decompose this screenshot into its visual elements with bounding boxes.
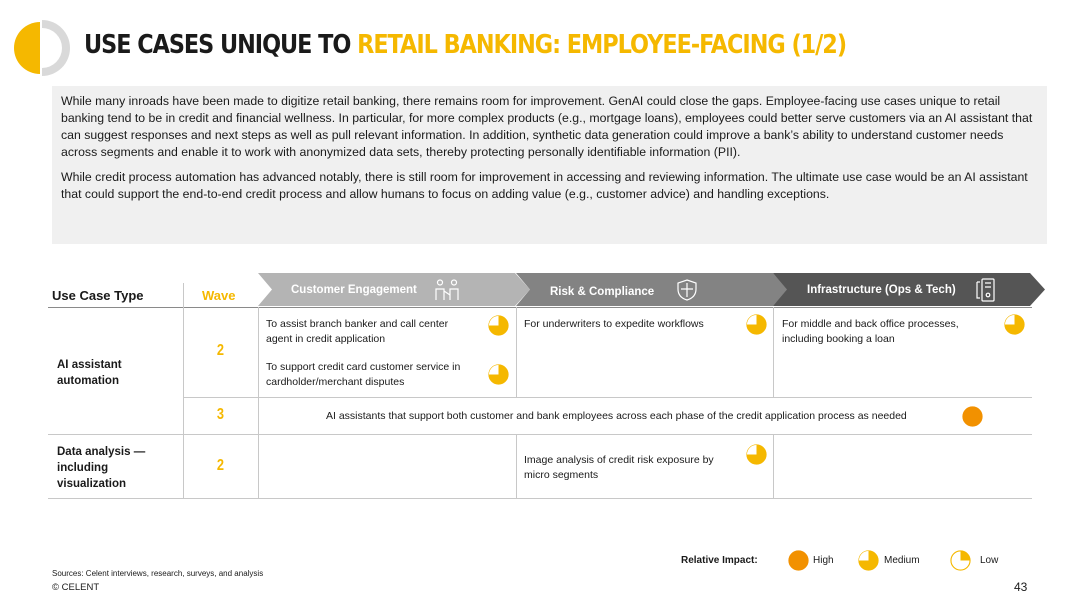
col-divider-type: [183, 283, 184, 498]
sources-note: Sources: Celent interviews, research, surveys, and analysis: [52, 569, 264, 578]
col-divider-ce-row1: [516, 307, 517, 397]
row-label-ai-assistant: [57, 357, 122, 389]
people-icon: [434, 279, 460, 301]
legend-high-label: High: [813, 555, 834, 566]
row-divider-1: [183, 397, 1032, 398]
wave-value-row1: 2: [216, 342, 225, 359]
server-icon: [975, 278, 997, 302]
column-infrastructure: Infrastructure (Ops & Tech): [807, 284, 956, 296]
cell-line: cardholder/merchant disputes: [266, 376, 405, 388]
copyright: © CELENT: [52, 582, 100, 593]
row-divider-2: [48, 434, 1032, 435]
row-label-line: AI assistant: [57, 359, 122, 371]
row-label-data-analysis: [57, 444, 145, 492]
cell-line: agent in credit application: [266, 333, 386, 345]
row-label-line: visualization: [57, 478, 127, 490]
summary-paragraph-2: While credit process automation has advanced notably, there is still room for improvement in accessing and reviewing information. The ultimate use case would be an AI assistant that could support the end-to-end credit process and allow humans to focus on adding value (e.g., customer advice) and handling exceptions.: [61, 170, 1028, 201]
legend-title: Relative Impact:: [681, 555, 758, 566]
summary-paragraph-1: While many inroads have been made to digitize retail banking, there remains room for improvement. GenAI could close the gaps. Employee-facing use cases unique to retail banking tend to be in credit and financial wellness. In particular, for more complex products (e.g., mortgage loans), employees could better serve customers via an AI assistant that can suggest responses and next steps as well as pull relevant information. In addition, synthetic data generation could improve a bank’s ability to understand customer needs across segments and enable it to work with anonymized data sets, thereby protecting personally identifiable information (PII).: [61, 94, 1033, 159]
cell-ce-credit-card: [266, 360, 460, 390]
row-label-line: including: [57, 462, 109, 474]
legend-low-label: Low: [980, 555, 999, 566]
col-divider-wave: [258, 307, 259, 498]
legend-medium-icon: [858, 550, 879, 571]
wave-value-row3: 2: [216, 457, 225, 474]
cell-line: To assist branch banker and call center: [266, 318, 449, 330]
cell-span-ai-assistants: AI assistants that support both customer and bank employees across each phase of the credit application process as needed: [326, 410, 907, 422]
legend-medium-label: Medium: [884, 555, 920, 566]
high-impact-icon: [962, 406, 983, 427]
column-risk-compliance: Risk & Compliance: [550, 286, 655, 298]
legend-low-icon: [950, 550, 971, 571]
row-label-line: automation: [57, 375, 119, 387]
medium-impact-icon: [488, 364, 509, 385]
cell-line: micro segments: [524, 469, 599, 481]
use-case-type-header: Use Case Type: [52, 288, 144, 303]
medium-impact-icon: [746, 314, 767, 335]
legend-high-icon: [788, 550, 809, 571]
cell-rc-image-analysis: [524, 453, 714, 483]
shield-icon: [676, 279, 698, 301]
col-divider-rc-row3: [773, 434, 774, 498]
col-divider-ce-row3: [516, 434, 517, 498]
summary-box: [52, 86, 1047, 244]
wave-value-row2: 3: [216, 406, 225, 423]
medium-impact-icon: [1004, 314, 1025, 335]
cell-line: For middle and back office processes,: [782, 318, 959, 330]
page-title: [84, 30, 846, 60]
table-bottom-line: [48, 498, 1032, 499]
page-number: 43: [1014, 580, 1028, 594]
cell-line: Image analysis of credit risk exposure by: [524, 454, 714, 466]
row-label-line: Data analysis —: [57, 446, 146, 458]
title-accent: RETAIL BANKING: EMPLOYEE-FACING (1/2): [357, 30, 847, 60]
header-divider: [48, 307, 1032, 308]
title-prefix: USE CASES UNIQUE TO: [84, 30, 358, 60]
medium-impact-icon: [488, 315, 509, 336]
cell-rc-underwriters: For underwriters to expedite workflows: [524, 318, 704, 330]
cell-ce-branch-banker: [266, 317, 448, 347]
col-divider-rc-row1: [773, 307, 774, 397]
column-customer-engagement: Customer Engagement: [291, 284, 417, 296]
cell-inf-middle-office: [782, 317, 959, 347]
cell-line: including booking a loan: [782, 333, 895, 345]
celent-logo: [12, 18, 70, 78]
cell-line: To support credit card customer service in: [266, 361, 461, 373]
medium-impact-icon: [746, 444, 767, 465]
wave-header: Wave: [202, 288, 236, 303]
